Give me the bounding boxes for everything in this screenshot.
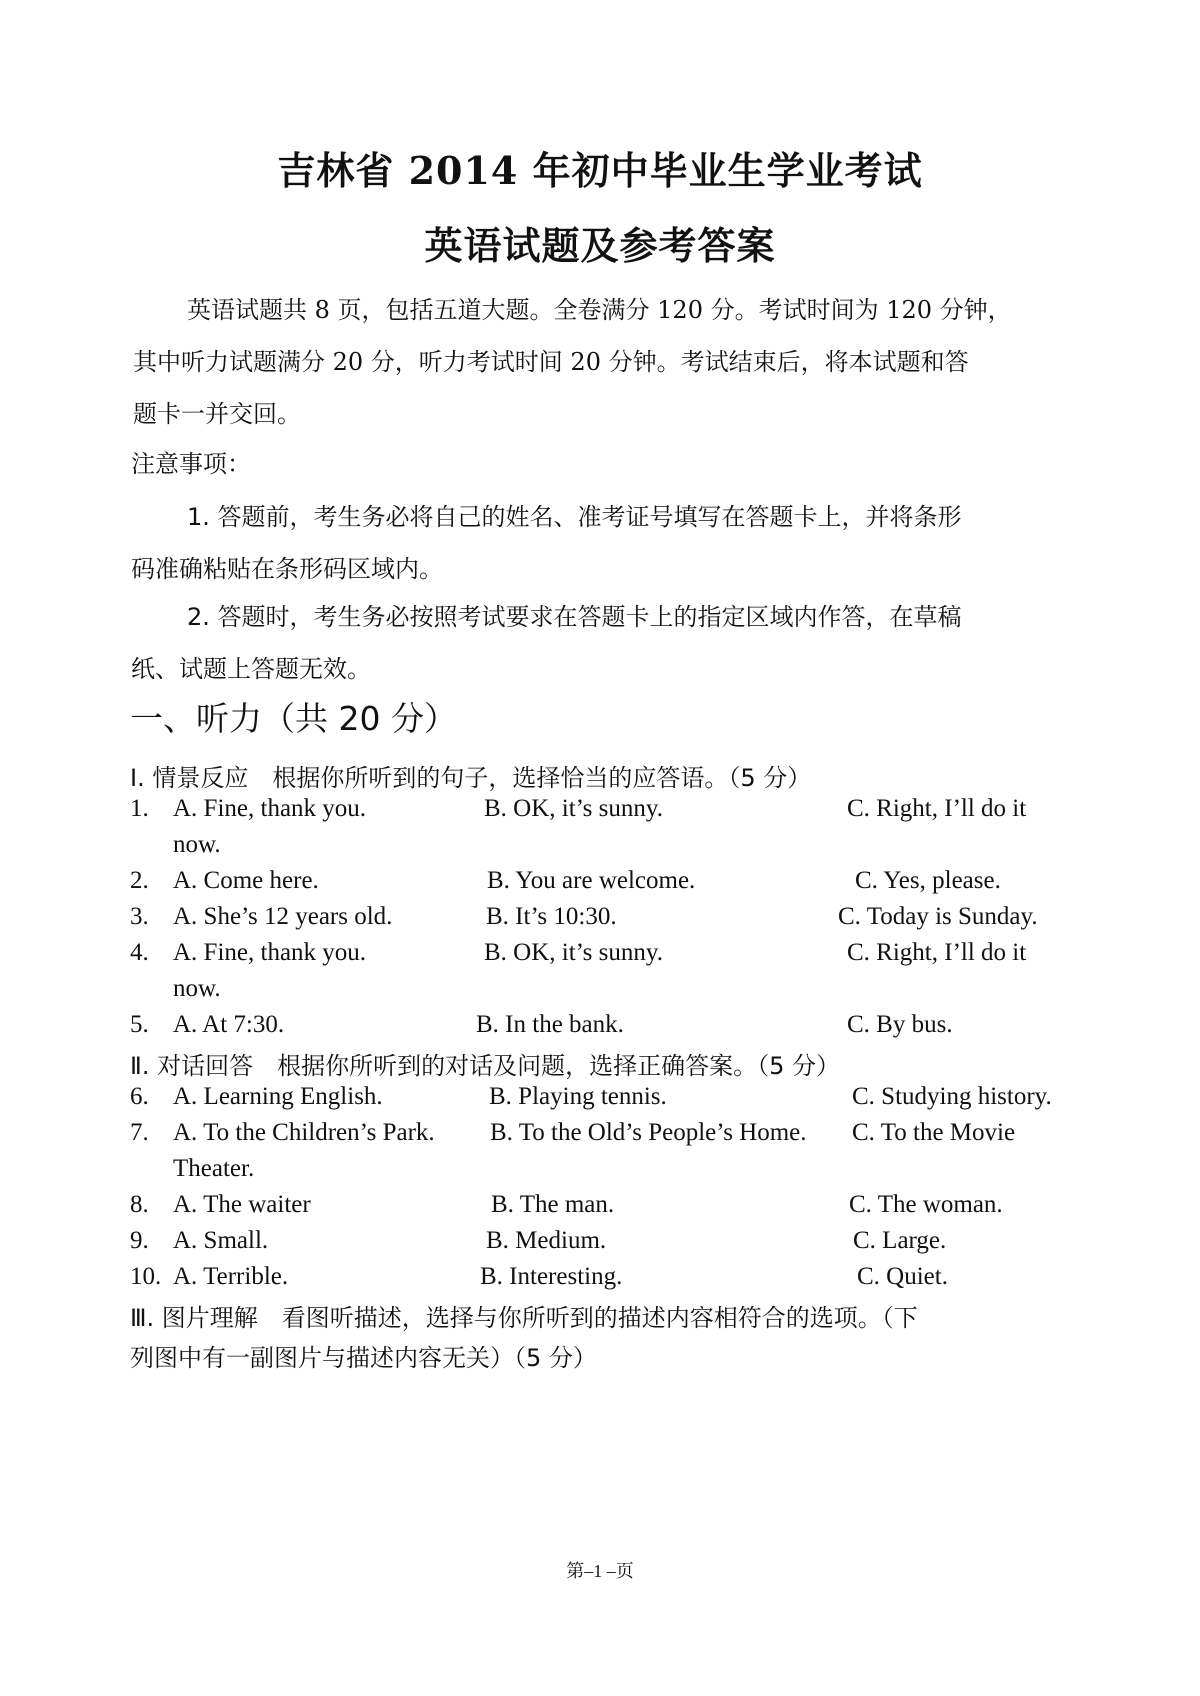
question-number: 3. bbox=[130, 903, 149, 930]
option-a: A. Fine, thank you. bbox=[173, 939, 367, 966]
option-continuation: Theater. bbox=[173, 1155, 255, 1182]
option-c: C. By bus. bbox=[847, 1011, 953, 1038]
question-number: 6. bbox=[130, 1083, 149, 1110]
question-number: 2. bbox=[130, 867, 149, 894]
option-b: B. You are welcome. bbox=[487, 867, 696, 894]
part-1-heading: Ⅰ. 情景反应 根据你所听到的句子，选择恰当的应答语。（5 分） bbox=[130, 764, 812, 792]
option-b: B. In the bank. bbox=[476, 1011, 624, 1038]
question-number: 8. bbox=[130, 1191, 149, 1218]
note-1-line-1: 1. 答题前，考生务必将自己的姓名、准考证号填写在答题卡上，并将条形 bbox=[187, 503, 962, 531]
question-number: 7. bbox=[130, 1119, 149, 1146]
option-a: A. To the Children’s Park. bbox=[173, 1119, 435, 1146]
option-a: A. Come here. bbox=[173, 867, 319, 894]
question-number: 1. bbox=[130, 795, 149, 822]
section-listening-title: 一、听力（共 20 分） bbox=[130, 699, 457, 738]
option-c: C. Studying history. bbox=[852, 1083, 1052, 1110]
question-row bbox=[0, 867, 1200, 901]
option-b: B. It’s 10:30. bbox=[486, 903, 617, 930]
question-row bbox=[0, 1191, 1200, 1225]
question-row bbox=[0, 1263, 1200, 1297]
question-number: 9. bbox=[130, 1227, 149, 1254]
page-number: 第–1 –页 bbox=[566, 1561, 634, 1581]
note-1-line-2: 码准确粘贴在条形码区域内。 bbox=[131, 555, 443, 583]
option-a: A. She’s 12 years old. bbox=[173, 903, 393, 930]
question-number: 10. bbox=[130, 1263, 162, 1290]
question-row bbox=[0, 1011, 1200, 1045]
question-row bbox=[0, 903, 1200, 937]
option-b: B. Interesting. bbox=[480, 1263, 623, 1290]
question-row bbox=[0, 795, 1200, 829]
option-c: C. To the Movie bbox=[852, 1119, 1016, 1146]
intro-line-1: 英语试题共 8 页，包括五道大题。全卷满分 120 分。考试时间为 120 分钟， bbox=[187, 296, 1012, 324]
intro-line-2: 其中听力试题满分 20 分，听力考试时间 20 分钟。考试结束后，将本试题和答 bbox=[133, 348, 969, 376]
note-2-line-1: 2. 答题时，考生务必按照考试要求在答题卡上的指定区域内作答，在草稿 bbox=[187, 603, 962, 631]
part-2-heading: Ⅱ. 对话回答 根据你所听到的对话及问题，选择正确答案。（5 分） bbox=[130, 1052, 840, 1080]
question-row bbox=[0, 1119, 1200, 1153]
option-c: C. The woman. bbox=[849, 1191, 1003, 1218]
part-3-heading-line-2: 列图中有一副图片与描述内容无关）（5 分） bbox=[130, 1344, 597, 1372]
option-a: A. Learning English. bbox=[173, 1083, 383, 1110]
option-c: C. Right, I’ll do it bbox=[847, 795, 1027, 822]
option-continuation: now. bbox=[173, 831, 221, 858]
note-2-line-2: 纸、试题上答题无效。 bbox=[131, 655, 371, 683]
option-b: B. OK, it’s sunny. bbox=[484, 795, 663, 822]
option-a: A. Fine, thank you. bbox=[173, 795, 367, 822]
option-b: B. Playing tennis. bbox=[489, 1083, 667, 1110]
option-b: B. Medium. bbox=[486, 1227, 607, 1254]
option-a: A. Small. bbox=[173, 1227, 269, 1254]
option-b: B. OK, it’s sunny. bbox=[484, 939, 663, 966]
option-c: C. Quiet. bbox=[857, 1263, 948, 1290]
part-3-heading-line-1: Ⅲ. 图片理解 看图听描述，选择与你所听到的描述内容相符合的选项。（下 bbox=[130, 1304, 918, 1332]
question-row bbox=[0, 939, 1200, 973]
exam-title: 吉林省 2014 年初中毕业生学业考试 bbox=[277, 148, 923, 193]
option-a: A. Terrible. bbox=[173, 1263, 289, 1290]
option-b: B. The man. bbox=[491, 1191, 615, 1218]
exam-subtitle: 英语试题及参考答案 bbox=[424, 223, 776, 268]
option-a: A. At 7:30. bbox=[173, 1011, 285, 1038]
option-c: C. Yes, please. bbox=[855, 867, 1001, 894]
question-row bbox=[0, 1083, 1200, 1117]
question-row bbox=[0, 1227, 1200, 1261]
option-a: A. The waiter bbox=[173, 1191, 311, 1218]
option-continuation: now. bbox=[173, 975, 221, 1002]
question-number: 5. bbox=[130, 1011, 149, 1038]
notes-heading: 注意事项： bbox=[131, 450, 251, 478]
option-c: C. Large. bbox=[853, 1227, 947, 1254]
question-number: 4. bbox=[130, 939, 149, 966]
intro-line-3: 题卡一并交回。 bbox=[133, 400, 301, 428]
option-c: C. Right, I’ll do it bbox=[847, 939, 1027, 966]
option-b: B. To the Old’s People’s Home. bbox=[490, 1119, 807, 1146]
option-c: C. Today is Sunday. bbox=[838, 903, 1038, 930]
